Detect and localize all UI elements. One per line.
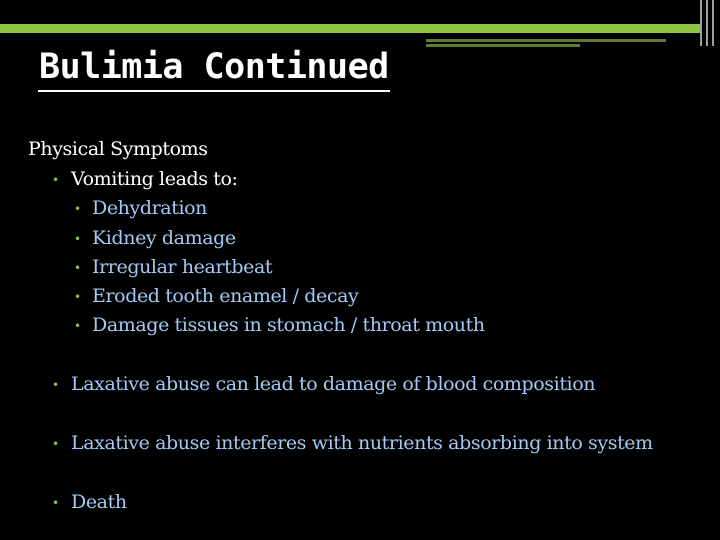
list-item <box>52 373 595 395</box>
divider-line <box>706 0 708 46</box>
bullet-icon: • <box>52 378 59 392</box>
list-item-text: Vomiting leads to: <box>71 168 238 190</box>
bullet-icon: • <box>74 290 81 304</box>
list-item-text: Laxative abuse can lead to damage of blood composition <box>71 373 596 395</box>
list-item <box>52 432 653 454</box>
list-item-text: Irregular heartbeat <box>92 256 273 278</box>
bullet-icon: • <box>74 202 81 216</box>
slide-title: Bulimia Continued <box>38 44 390 92</box>
list-item-text: Damage tissues in stomach / throat mouth <box>92 314 485 336</box>
list-item <box>74 256 272 278</box>
bullet-icon: • <box>52 496 59 510</box>
list-item <box>52 168 238 190</box>
accent-bar-sub <box>426 44 580 47</box>
divider-line <box>712 0 714 46</box>
list-item-text: Dehydration <box>92 197 208 219</box>
section-heading: Physical Symptoms <box>28 138 208 160</box>
list-item-text: Eroded tooth enamel / decay <box>92 285 359 307</box>
list-item <box>74 314 485 336</box>
divider-line <box>700 0 702 46</box>
bullet-icon: • <box>52 437 59 451</box>
list-item-text: Death <box>71 491 127 513</box>
list-item <box>74 197 207 219</box>
list-item-text: Kidney damage <box>92 227 236 249</box>
list-item-text: Laxative abuse interferes with nutrients absorbing into system <box>71 432 653 454</box>
list-item <box>74 227 236 249</box>
bullet-icon: • <box>74 319 81 333</box>
accent-bar-top <box>0 24 702 33</box>
list-item <box>52 491 127 513</box>
bullet-icon: • <box>74 232 81 246</box>
list-item <box>74 285 358 307</box>
bullet-icon: • <box>52 173 59 187</box>
bullet-icon: • <box>74 261 81 275</box>
accent-bar-sub <box>426 39 666 42</box>
